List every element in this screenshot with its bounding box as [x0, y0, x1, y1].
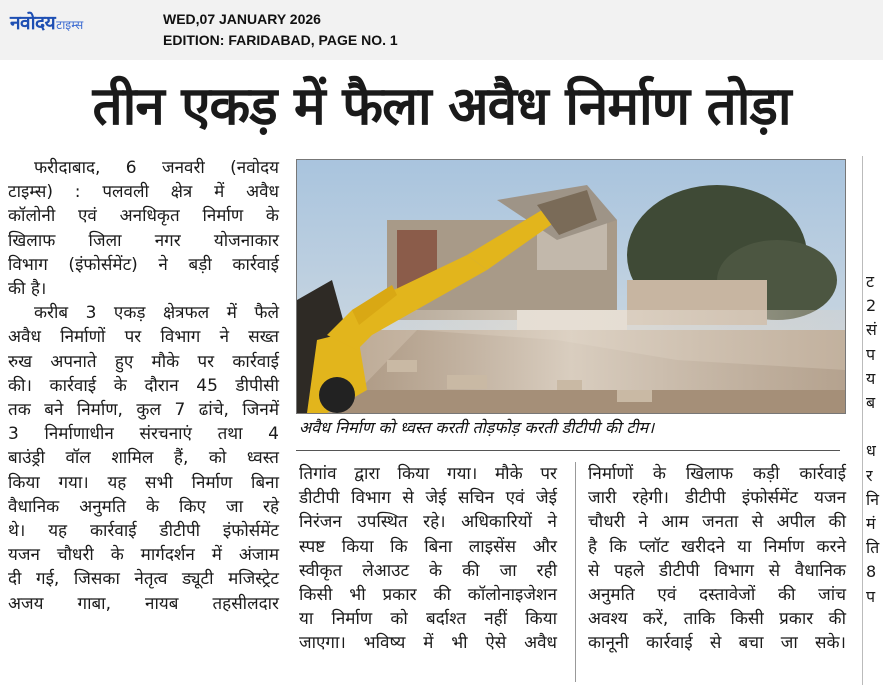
fragment-char: ब: [866, 393, 876, 413]
fragment-char: ति: [866, 538, 880, 558]
paragraph-2: [8, 301, 279, 616]
text-line: करीब 3 एकड़ क्षेत्रफल में फैले: [34, 303, 279, 324]
text-line: यजन चौधरी के मार्गदर्शन में अंजाम: [8, 545, 279, 566]
fragment-char: ध: [866, 441, 876, 461]
text-line: निर्माणों के खिलाफ कड़ी कार्रवाई: [588, 464, 846, 484]
text-line: वैधानिक अनुमति के किए जा रहे: [8, 496, 279, 517]
text-line: की। कार्रवाई के दौरान 45 डीपीसी: [8, 375, 279, 396]
text-line: रुख अपनाते हुए मौके पर कार्रवाई: [8, 351, 279, 372]
text-line: टाइम्स) : पलवली क्षेत्र में अवैध: [8, 182, 279, 203]
fragment-char: नि: [866, 489, 880, 509]
text-line: अवैध निर्माणों पर विभाग ने सख्त: [8, 327, 279, 348]
text-line: निरंजन उपस्थित रहे। अधिकारियों ने: [299, 512, 557, 533]
article-column-1: [8, 156, 279, 616]
text-line: तक बने निर्माण, कुल 7 ढांचे, जिनमें: [8, 400, 279, 421]
fragment-char: ट: [866, 272, 875, 291]
paragraph-4: [588, 462, 846, 656]
text-line: फरीदाबाद, 6 जनवरी (नवोदय: [34, 158, 279, 178]
newspaper-logo[interactable]: [10, 9, 83, 35]
fragment-char: 2: [866, 296, 877, 316]
text-line: अवश्य करें, ताकि किसी प्रकार की: [588, 609, 846, 630]
edition-line: EDITION: FARIDABAD, PAGE NO. 1: [163, 32, 398, 48]
text-line: दी गई, जिसका नेतृत्व ड्यूटी मजिस्ट्रेट: [8, 569, 279, 590]
fragment-char: 8: [866, 562, 877, 582]
text-line: किसी भी प्रकार की कॉलोनाइजेशन: [299, 585, 557, 606]
text-line: जाएगा। भविष्य में भी ऐसे अवैध: [299, 633, 557, 654]
logo-main-text: नवोदय: [10, 12, 56, 34]
text-line: स्वीकृत लेआउट के की जा रही: [299, 560, 557, 581]
text-line: स्पष्ट किया कि बिना लाइसेंस और: [299, 536, 557, 557]
fragment-char: [866, 415, 883, 439]
text-line: खिलाफ जिला नगर योजनाकार: [8, 230, 279, 251]
text-line: से पहले डीटीपी विभाग से वैधानिक: [588, 560, 846, 581]
fragment-char: य: [866, 368, 876, 388]
text-line: चौधरी ने आम जनता से अपील की: [588, 512, 846, 533]
paragraph-3: [299, 462, 557, 656]
text-line: बाउंड्री वॉल शामिल हैं, को ध्वस्त: [8, 448, 279, 469]
fragment-char: सं: [866, 320, 877, 340]
article-column-3: [588, 462, 846, 656]
fragment-char: प: [866, 344, 876, 364]
text-line: है कि प्लॉट खरीदने या निर्माण करने: [588, 536, 846, 557]
text-line: किया गया। यह सभी निर्माण बिना: [8, 472, 279, 493]
fragment-char: र: [866, 465, 873, 485]
adjacent-column-fragment: [866, 270, 883, 680]
bulldozer-demolition-photo: [297, 160, 845, 413]
edition-meta: [163, 9, 398, 51]
fragment-char: प: [866, 586, 876, 606]
text-line: 3 निर्माणाधीन संरचनाएं तथा 4: [8, 424, 279, 445]
paragraph-1: [8, 156, 279, 301]
column-divider: [575, 462, 576, 682]
masthead-bar: [0, 0, 883, 60]
article-headline: तीन एकड़ में फैला अवैध निर्माण तोड़ा: [92, 76, 791, 137]
article-column-2: [299, 462, 557, 656]
text-line: जारी रहेगी। डीटीपी इंफोर्समेंट यजन: [588, 488, 846, 509]
text-line: तिगांव द्वारा किया गया। मौके पर: [299, 464, 557, 484]
page-edge-divider: [862, 156, 863, 685]
text-line: अनुमति एवं दस्तावेजों की जांच: [588, 585, 846, 606]
fragment-char: मं: [866, 514, 876, 534]
text-line: कानूनी कार्रवाई से बचा जा सके।: [588, 633, 846, 654]
text-line: अजय गाबा, नायब तहसीलदार: [8, 593, 279, 614]
caption-divider: [296, 450, 840, 451]
date-line: WED,07 JANUARY 2026: [163, 11, 321, 27]
photo-caption: अवैध निर्माण को ध्वस्त करती तोड़फोड़ करती डीटीपी की टीम।: [299, 418, 655, 437]
text-line: डीटीपी विभाग से जेई सचिन एवं जेई: [299, 488, 557, 509]
news-photo: [296, 159, 846, 414]
text-line: या निर्माण को बर्दाश्त नहीं किया: [299, 609, 557, 630]
text-line: कॉलोनी एवं अनधिकृत निर्माण के: [8, 206, 279, 227]
text-line: विभाग (इंफोर्समेंट) ने बड़ी कार्रवाई: [8, 254, 279, 275]
text-line: की है।: [8, 279, 47, 300]
logo-sub-text: टाइम्स: [56, 18, 84, 32]
text-line: थे। यह कार्रवाई डीटीपी इंफोर्समेंट: [8, 521, 279, 542]
